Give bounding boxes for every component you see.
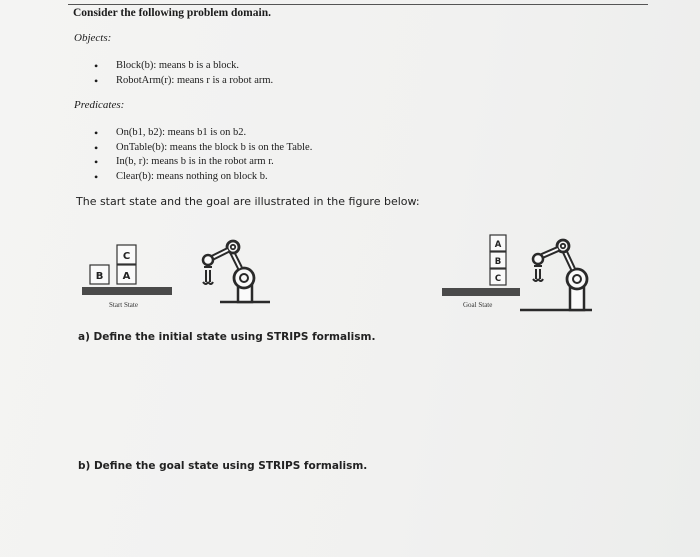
block-c-label: C bbox=[494, 274, 502, 284]
block-a-label: A bbox=[122, 271, 131, 282]
predicates-label: Predicates: bbox=[74, 99, 125, 111]
list-item: • Clear(b): means nothing on block b. bbox=[92, 170, 312, 185]
block-c-label: C bbox=[122, 251, 131, 262]
goal-table bbox=[442, 288, 520, 296]
start-robot-arm bbox=[203, 241, 270, 302]
list-item: • On(b1, b2): means b1 is on b2. bbox=[92, 126, 312, 141]
objects-label: Objects: bbox=[74, 32, 112, 44]
block-b-label: B bbox=[95, 271, 104, 282]
question-a: a) Define the initial state using STRIPS formalism. bbox=[78, 331, 376, 343]
problem-heading: Consider the following problem domain. bbox=[73, 7, 271, 19]
top-divider bbox=[68, 4, 648, 5]
goal-state-caption: Goal State bbox=[463, 301, 493, 309]
list-item: • In(b, r): means b is in the robot arm r. bbox=[92, 155, 312, 170]
list-item: • OnTable(b): means the block b is on the Table. bbox=[92, 141, 312, 156]
block-a-label: A bbox=[494, 240, 502, 250]
list-item: • Block(b): means b is a block. bbox=[92, 59, 273, 74]
predicates-list bbox=[92, 126, 312, 184]
goal-robot-arm bbox=[520, 240, 592, 310]
block-b-label: B bbox=[494, 257, 502, 267]
list-item: • RobotArm(r): means r is a robot arm. bbox=[92, 74, 273, 89]
question-b: b) Define the goal state using STRIPS formalism. bbox=[78, 460, 368, 472]
start-state-caption: Start State bbox=[109, 301, 138, 309]
objects-list bbox=[92, 59, 273, 88]
figure-intro: The start state and the goal are illustrated in the figure below: bbox=[76, 195, 420, 208]
start-table bbox=[82, 287, 172, 295]
